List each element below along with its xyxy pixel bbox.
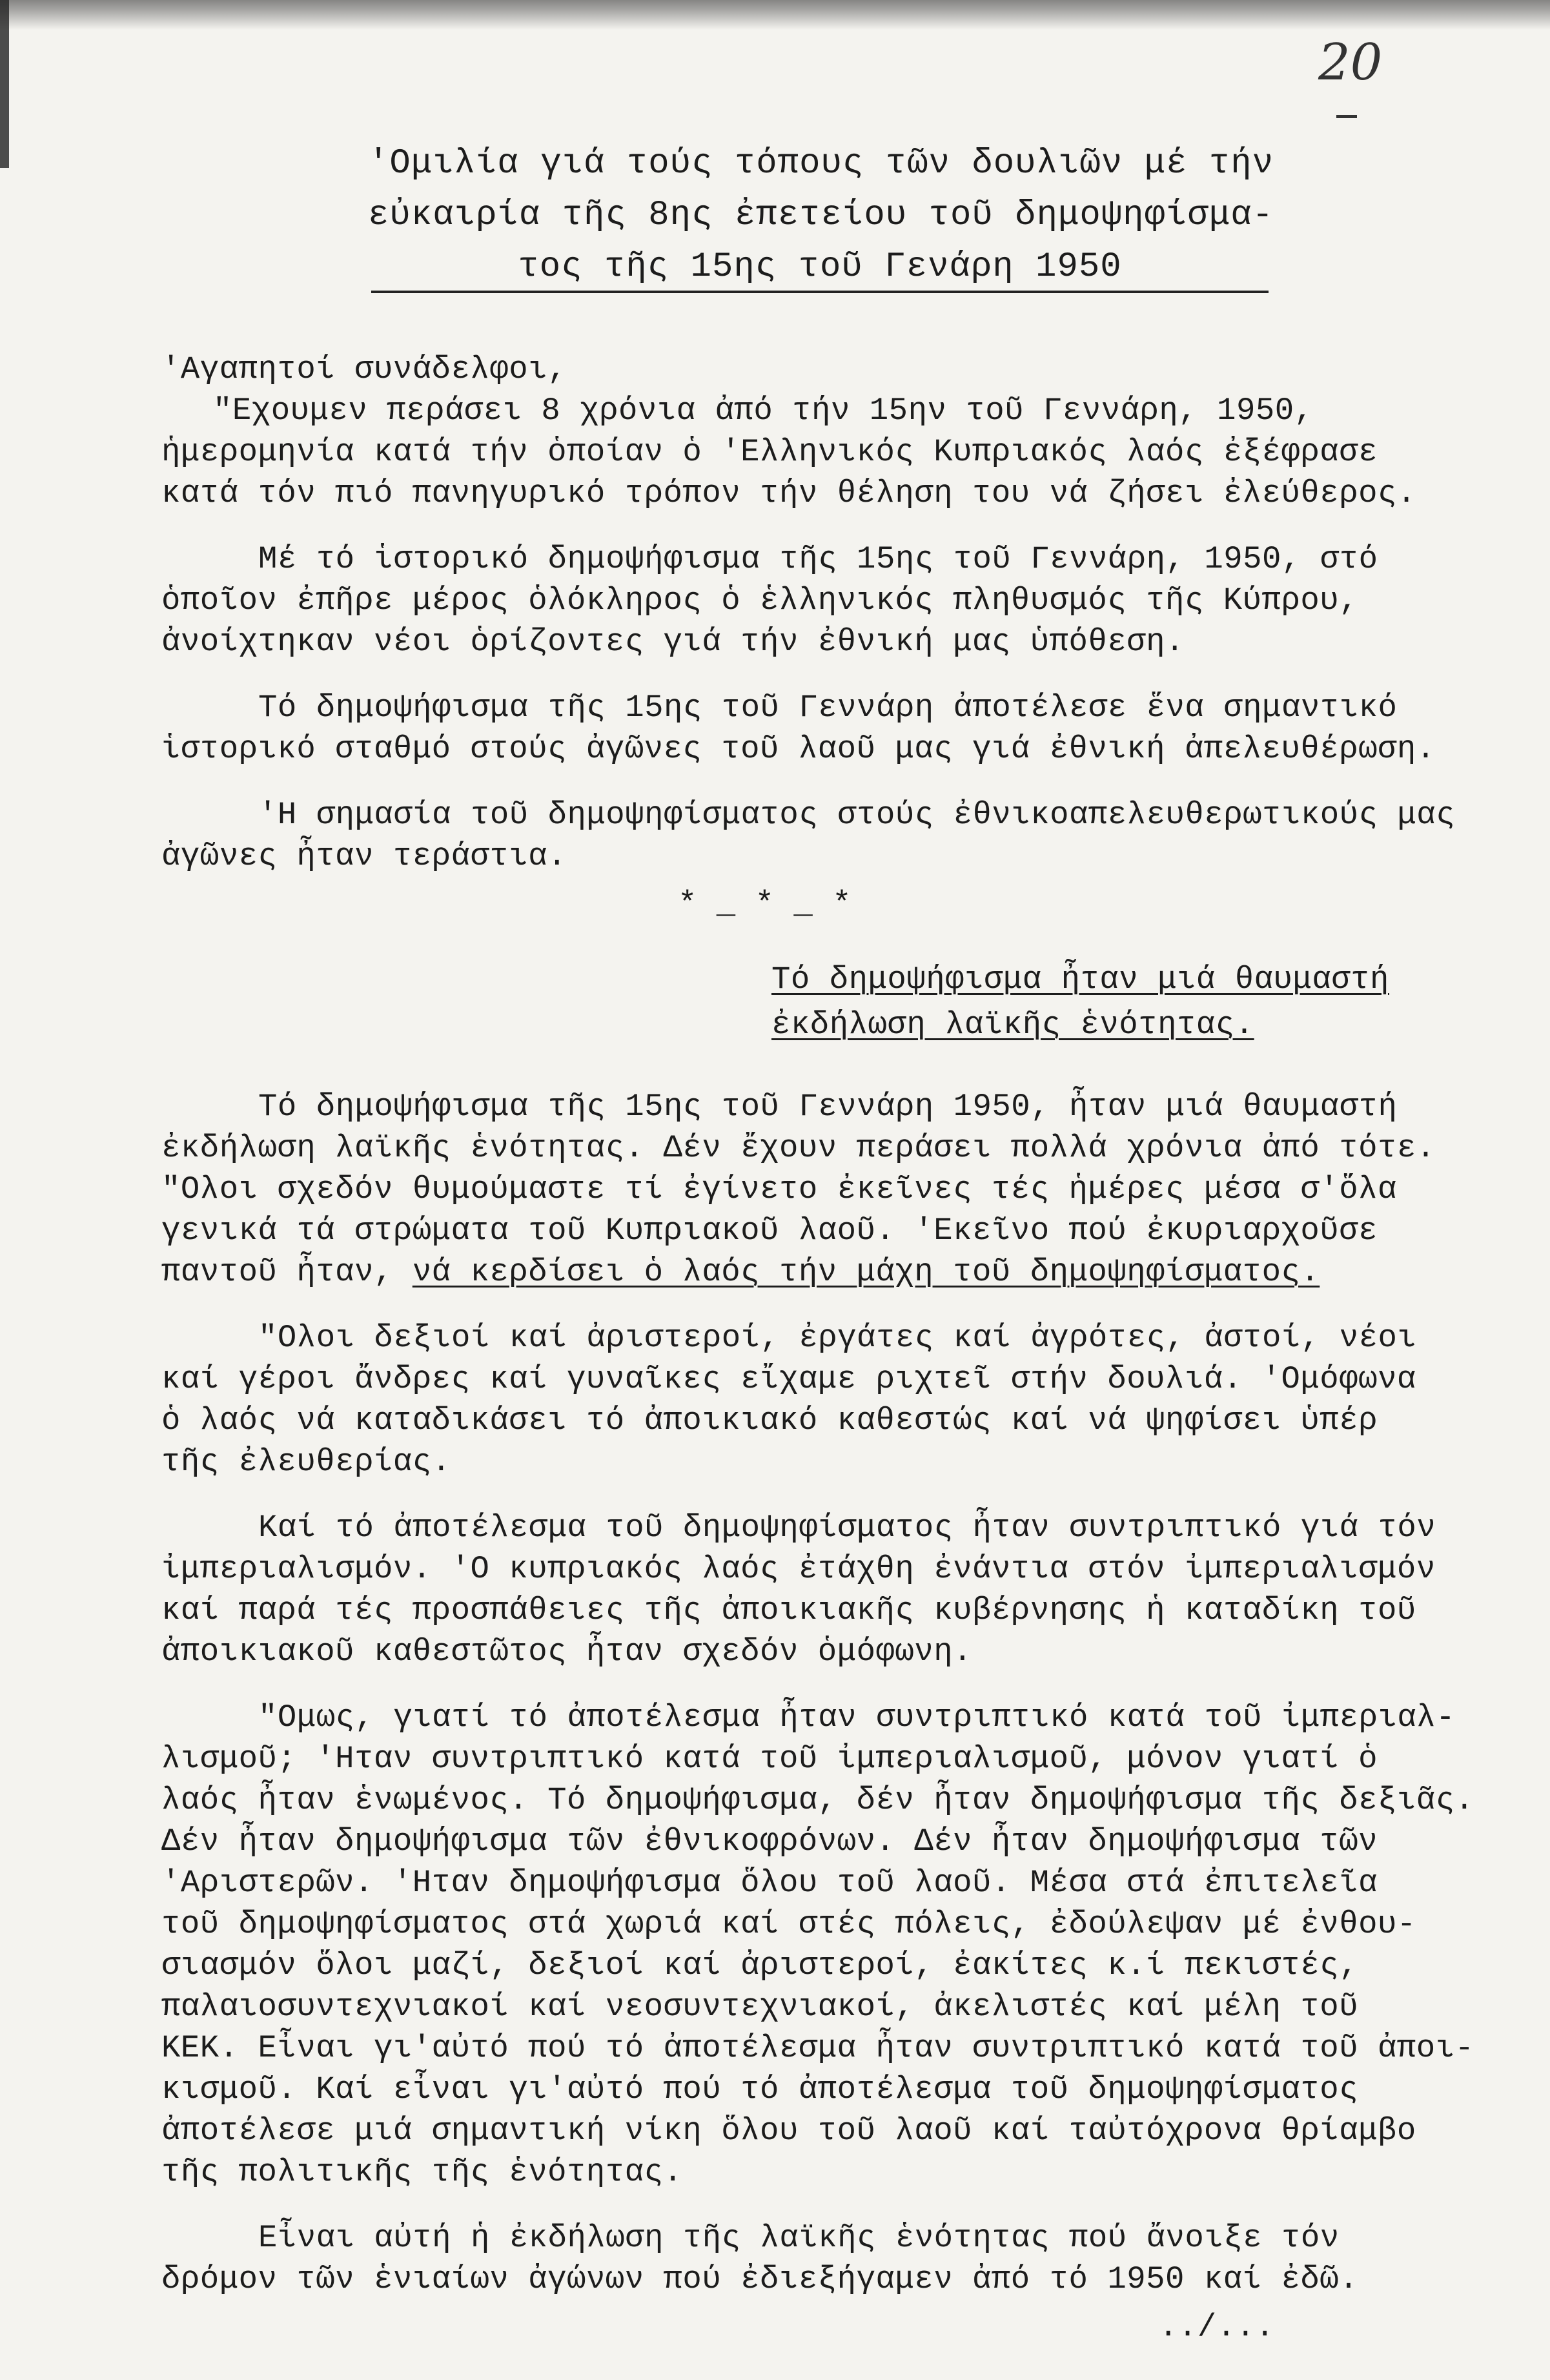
text-line: Μέ τό ἱστορικό δημοψήφισμα τῆς 15ης τοῦ Γεννάρη, 1950, στό [258, 541, 1378, 577]
text-line: παλαιοσυντεχνιακοί καί νεοσυντεχνιακοί, ἀκελιστές καί μέλη τοῦ [161, 1989, 1359, 2025]
text-line: ἰμπεριαλισμόν. 'Ο κυπριακός λαός ἐτάχθη ἐνάντια στόν ἰμπεριαλισμόν [161, 1551, 1436, 1587]
handwritten-page-number: 20 [1318, 34, 1383, 92]
section-separator: * _ * _ * [678, 886, 852, 922]
text-line: καί παρά τές προσπάθειες τῆς ἀποικιακῆς κυβέρνησης ἡ καταδίκη τοῦ [161, 1592, 1416, 1628]
text-line: ἀποτέλεσε μιά σημαντική νίκη ὅλου τοῦ λαοῦ καί ταὐτόχρονα θρίαμβο [161, 2113, 1416, 2149]
text-line: Τό δημοψήφισμα τῆς 15ης τοῦ Γεννάρη 1950, ἦταν μιά θαυμαστή [258, 1089, 1398, 1125]
text-line: σιασμόν ὅλοι μαζί, δεξιοί καί ἀριστεροί, ἐακίτες κ.ί πεκιστές, [161, 1947, 1359, 1984]
scan-left-edge-mark [0, 0, 9, 168]
text-segment: παντοῦ ἦταν, [161, 1254, 413, 1290]
text-line: "Ολοι δεξιοί καί ἀριστεροί, ἐργάτες καί ἀγρότες, ἀστοί, νέοι [258, 1320, 1417, 1356]
heading-line-1: Τό δημοψήφισμα ἦταν μιά θαυμαστή [771, 961, 1389, 998]
paragraph-6 [161, 1317, 1453, 1482]
heading-line-2: ἐκδήλωση λαϊκῆς ἑνότητας. [771, 1007, 1254, 1043]
text-line: λαός ἦταν ἑνωμένος. Τό δημοψήφισμα, δέν ἦταν δημοψήφισμα τῆς δεξιᾶς. [161, 1782, 1474, 1818]
paragraph-9 [161, 2217, 1453, 2300]
text-line: 'Αριστερῶν. 'Ηταν δημοψήφισμα ὅλου τοῦ λαοῦ. Μέσα στά ἐπιτελεῖα [161, 1865, 1378, 1901]
text-line: τοῦ δημοψηφίσματος στά χωριά καί στές πόλεις, ἐδούλεψαν μέ ἐνθου- [161, 1906, 1416, 1942]
text-line: ἱστορικό σταθμό στούς ἀγῶνες τοῦ λαοῦ μας γιά ἐθνική ἀπελευθέρωση. [161, 731, 1436, 767]
paragraph-1 [161, 390, 1453, 514]
text-line: Δέν ἦταν δημοψήφισμα τῶν ἐθνικοφρόνων. Δέν ἦταν δημοψήφισμα τῶν [161, 1823, 1378, 1860]
title-rule [371, 291, 1269, 293]
text-line: Τό δημοψήφισμα τῆς 15ης τοῦ Γεννάρη ἀποτέλεσε ἕνα σημαντικό [258, 690, 1398, 726]
paragraph-3 [161, 687, 1453, 770]
title-line-1: 'Ομιλία γιά τούς τόπους τῶν δουλιῶν μέ τήν [368, 144, 1274, 183]
text-line: λισμοῦ; 'Ηταν συντριπτικό κατά τοῦ ἰμπεριαλισμοῦ, μόνον γιατί ὁ [161, 1741, 1378, 1777]
text-line: ἡμερομηνία κατά τήν ὁποίαν ὁ 'Ελληνικός Κυπριακός λαός ἐξέφρασε [161, 434, 1378, 470]
text-line: "Ομως, γιατί τό ἀποτέλεσμα ἦταν συντριπτικό κατά τοῦ ἰμπεριαλ- [258, 1699, 1456, 1736]
text-line: τῆς ἐλευθερίας. [161, 1444, 451, 1480]
text-line: κισμοῦ. Καί εἶναι γι'αὐτό πού τό ἀποτέλεσμα τοῦ δημοψηφίσματος [161, 2071, 1359, 2108]
document-title [368, 138, 1272, 293]
text-line: 'Η σημασία τοῦ δημοψηφίσματος στούς ἐθνικοαπελευθερωτικούς μας [258, 797, 1456, 833]
text-line: καί γέροι ἄνδρες καί γυναῖκες εἴχαμε ριχτεῖ στήν δουλιά. 'Ομόφωνα [161, 1361, 1416, 1397]
text-line: Εἶναι αὐτή ἡ ἐκδήλωση τῆς λαϊκῆς ἑνότητας πού ἄνοιξε τόν [258, 2220, 1340, 2256]
text-line [161, 1251, 1453, 1293]
text-line: ἐκδήλωση λαϊκῆς ἑνότητας. Δέν ἔχουν περάσει πολλά χρόνια ἀπό τότε. [161, 1130, 1436, 1166]
scan-top-edge-shadow [0, 0, 1550, 30]
text-line: "Ολοι σχεδόν θυμούμαστε τί ἐγίνετο ἐκεῖνες τές ἡμέρες μέσα σ'ὅλα [161, 1171, 1397, 1207]
text-line: Καί τό ἀποτέλεσμα τοῦ δημοψηφίσματος ἦταν συντριπτικό γιά τόν [258, 1510, 1436, 1546]
text-line: ἀνοίχτηκαν νέοι ὁρίζοντες γιά τήν ἐθνική μας ὑπόθεση. [161, 624, 1185, 660]
text-line: ὁποῖον ἐπῆρε μέρος ὁλόκληρος ὁ ἑλληνικός πληθυσμός τῆς Κύπρου, [161, 582, 1359, 619]
paragraph-7 [161, 1507, 1453, 1672]
paragraph-8 [161, 1697, 1474, 2193]
text-line: "Εχουμεν περάσει 8 χρόνια ἀπό τήν 15ην τοῦ Γεννάρη, 1950, [213, 393, 1314, 429]
text-line: δρόμον τῶν ἑνιαίων ἀγώνων πού ἐδιεξήγαμεν ἀπό τό 1950 καί ἐδῶ. [161, 2261, 1359, 2297]
document-body [161, 349, 1474, 2348]
text-line: ἀποικιακοῦ καθεστῶτος ἦταν σχεδόν ὁμόφωνη. [161, 1634, 973, 1670]
text-line: ἀγῶνες ἦταν τεράστια. [161, 838, 567, 874]
text-line: γενικά τά στρώματα τοῦ Κυπριακοῦ λαοῦ. 'Εκεῖνο πού ἐκυριαρχοῦσε [161, 1213, 1378, 1249]
dash-mark [1336, 115, 1357, 118]
text-line: ΚΕΚ. Εἶναι γι'αὐτό πού τό ἀποτέλεσμα ἦταν συντριπτικό κατά τοῦ ἀποι- [161, 2030, 1474, 2066]
greeting: 'Αγαπητοί συνάδελφοι, [161, 351, 567, 387]
paragraph-5 [161, 1086, 1453, 1293]
title-line-3: τος τῆς 15ης τοῦ Γενάρη 1950 [518, 247, 1122, 287]
text-line: τῆς πολιτικῆς τῆς ἑνότητας. [161, 2154, 683, 2190]
underlined-phrase: νά κερδίσει ὁ λαός τήν μάχη τοῦ δημοψηφίσματος. [412, 1254, 1320, 1290]
paragraph-4 [161, 794, 1456, 877]
title-line-2: εὐκαιρία τῆς 8ης ἐπετείου τοῦ δημοψηφίσμα- [368, 196, 1274, 235]
text-line: ὁ λαός νά καταδικάσει τό ἀποικιακό καθεστώς καί νά ψηφίσει ὑπέρ [161, 1402, 1378, 1439]
continuation-mark: ../... [1159, 2309, 1275, 2345]
text-line: κατά τόν πιό πανηγυρικό τρόπον τήν θέληση του νά ζήσει ἐλεύθερος. [161, 475, 1416, 511]
section-heading [161, 957, 1453, 1047]
paragraph-2 [161, 539, 1453, 662]
